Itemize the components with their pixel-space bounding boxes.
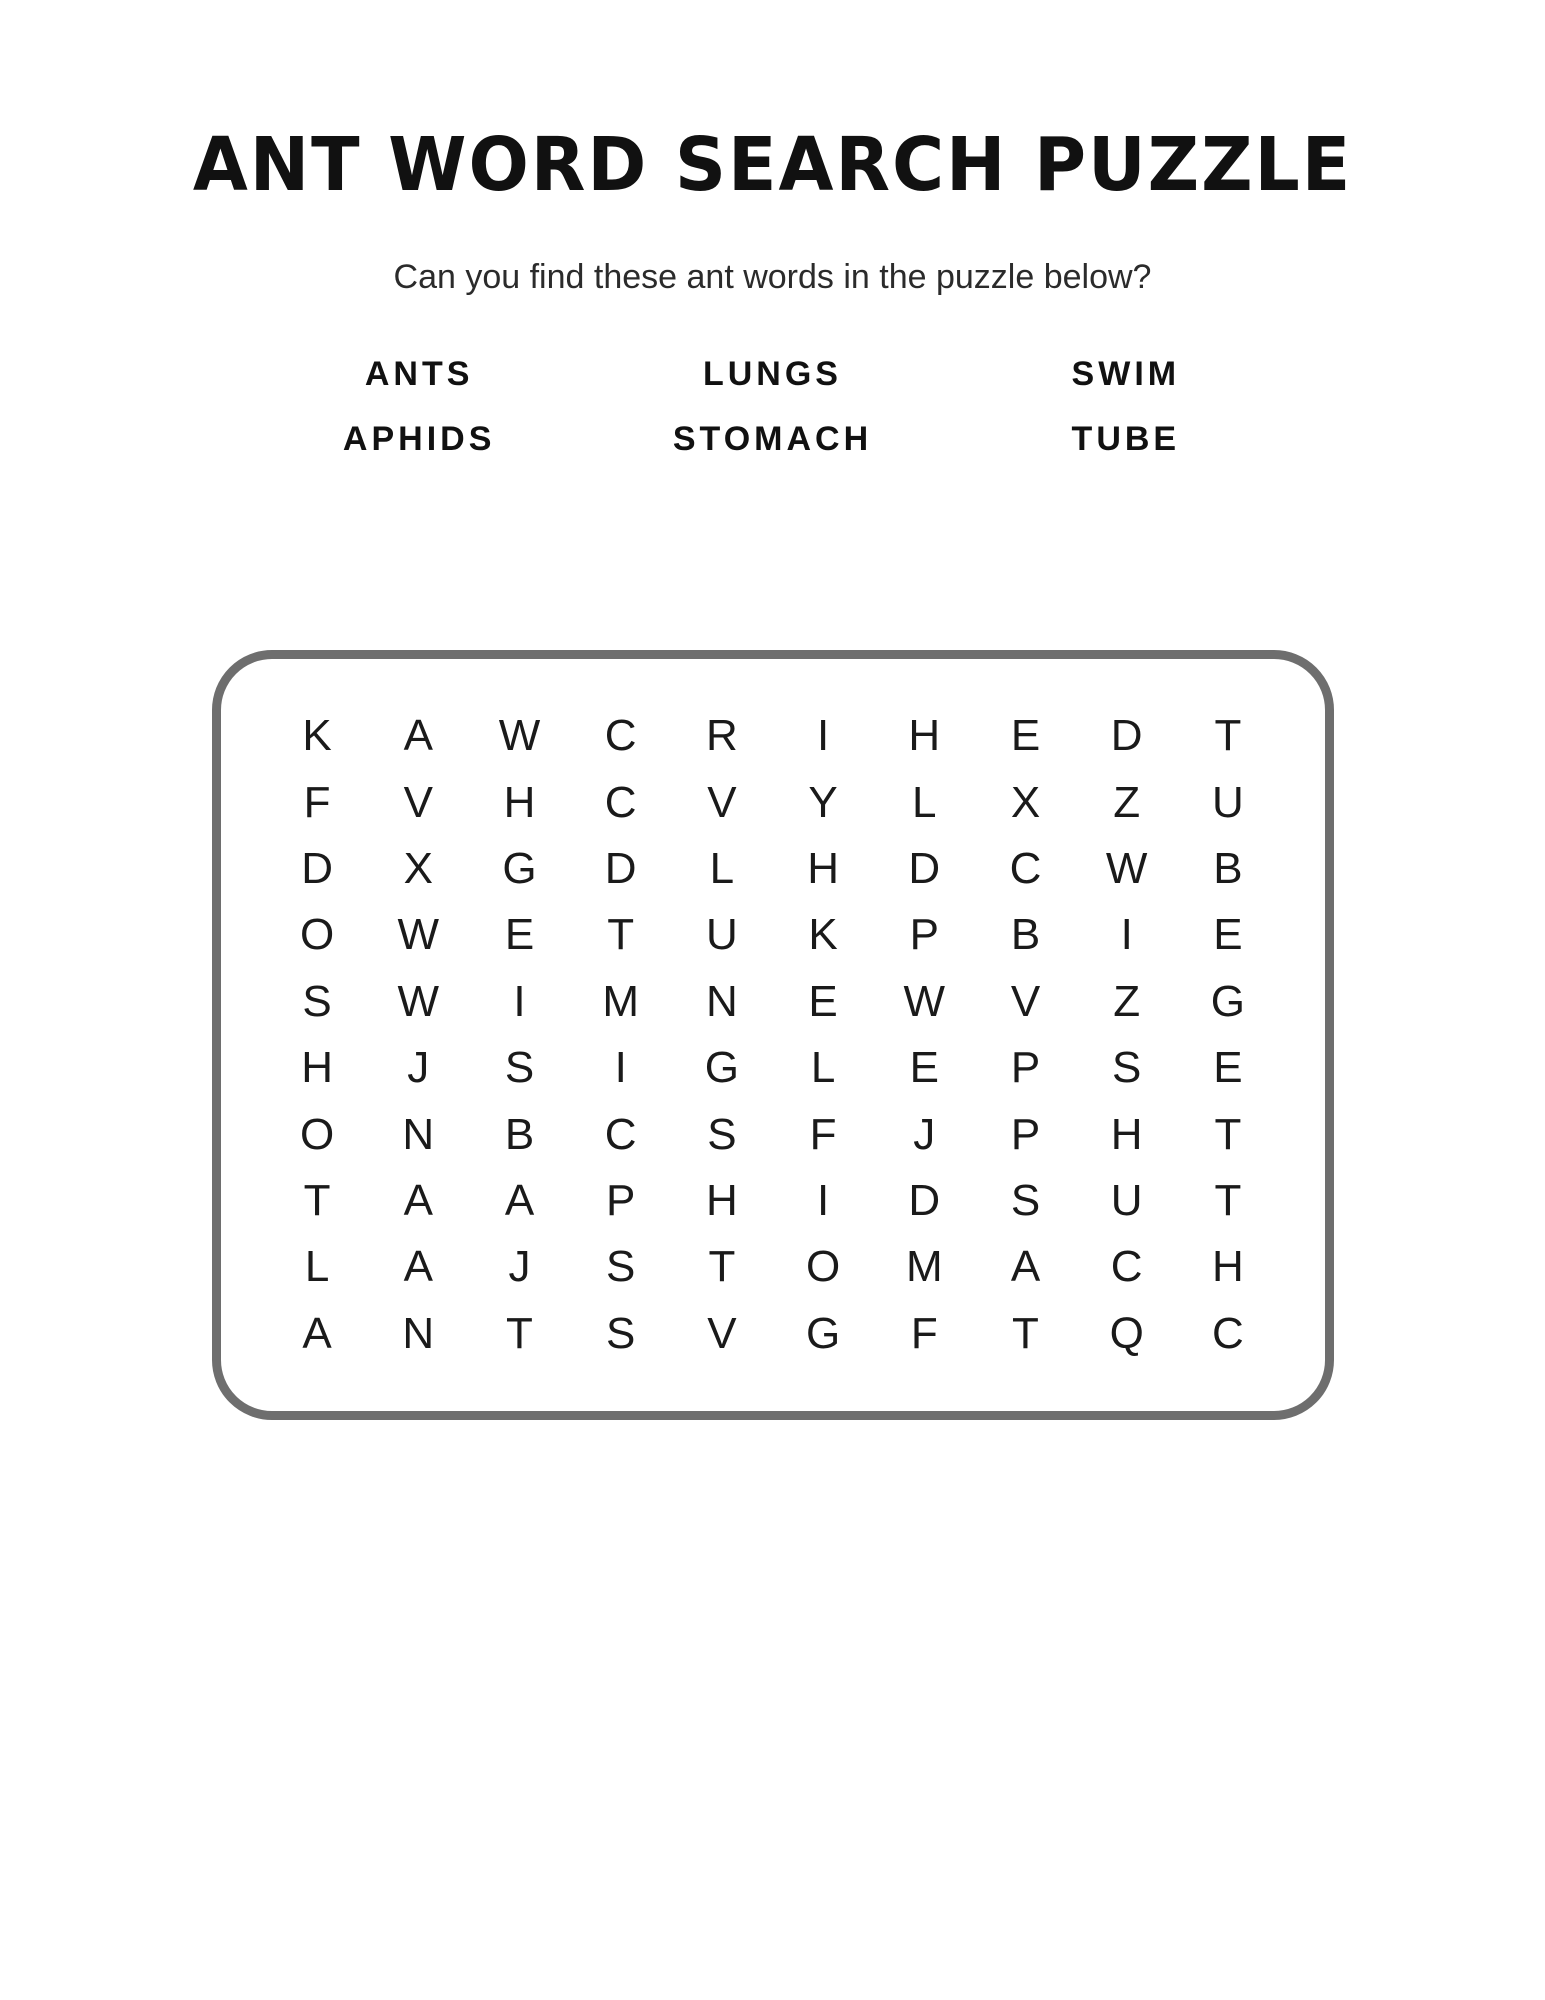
puzzle-cell[interactable]: T (1214, 711, 1242, 761)
puzzle-grid (221, 659, 1325, 1411)
puzzle-cell[interactable]: Z (1113, 777, 1141, 827)
puzzle-cell[interactable]: G (704, 1043, 739, 1093)
puzzle-cell[interactable]: C (1009, 843, 1042, 893)
puzzle-cell[interactable]: I (816, 1175, 830, 1225)
word-list-item: APHIDS (342, 420, 496, 458)
puzzle-cell[interactable]: E (808, 976, 838, 1026)
puzzle-cell[interactable]: L (912, 777, 937, 827)
puzzle-cell[interactable]: W (498, 711, 541, 761)
puzzle-cell[interactable]: C (604, 1109, 637, 1159)
puzzle-cell[interactable]: D (908, 1175, 941, 1225)
puzzle-cell[interactable]: I (614, 1043, 627, 1093)
puzzle-cell[interactable]: V (1010, 976, 1041, 1026)
puzzle-cell[interactable]: Q (1109, 1308, 1144, 1358)
puzzle-cell[interactable]: E (1213, 910, 1243, 960)
puzzle-cell[interactable]: S (606, 1308, 636, 1358)
puzzle-cell[interactable]: C (1212, 1308, 1244, 1358)
puzzle-cell[interactable]: Z (1113, 976, 1141, 1026)
puzzle-cell[interactable]: F (303, 777, 331, 827)
puzzle-cell[interactable]: A (403, 711, 433, 761)
puzzle-cell[interactable]: H (503, 777, 536, 827)
puzzle-cell[interactable]: A (504, 1175, 535, 1225)
puzzle-cell[interactable]: N (402, 1308, 435, 1358)
puzzle-cell[interactable]: J (913, 1109, 936, 1159)
puzzle-cell[interactable]: B (1010, 910, 1041, 960)
puzzle-cell[interactable]: S (1112, 1043, 1142, 1093)
puzzle-cell[interactable]: W (397, 976, 440, 1026)
word-list-item: TUBE (1071, 420, 1181, 458)
puzzle-cell[interactable]: C (604, 777, 637, 827)
puzzle-cell[interactable]: B (1213, 843, 1243, 893)
puzzle-cell[interactable]: O (805, 1242, 841, 1292)
puzzle-cell[interactable]: R (706, 711, 738, 761)
puzzle-cell[interactable]: L (304, 1242, 330, 1292)
puzzle-cell[interactable]: F (809, 1109, 837, 1159)
puzzle-cell[interactable]: W (397, 910, 440, 960)
puzzle-cell[interactable]: A (403, 1175, 433, 1225)
puzzle-cell[interactable]: L (709, 843, 735, 893)
page-title: ANT WORD SEARCH PUZZLE (192, 122, 1353, 208)
puzzle-cell[interactable]: K (808, 910, 838, 960)
puzzle-cell[interactable]: N (706, 976, 738, 1026)
puzzle-cell[interactable]: P (909, 910, 939, 960)
puzzle-cell[interactable]: F (910, 1308, 938, 1358)
puzzle-cell[interactable]: P (1010, 1109, 1041, 1159)
puzzle-cell[interactable]: S (707, 1109, 737, 1159)
puzzle-cell[interactable]: S (302, 976, 332, 1026)
puzzle-cell[interactable]: N (402, 1109, 435, 1159)
puzzle-cell[interactable]: G (502, 843, 537, 893)
puzzle-cell[interactable]: T (1214, 1109, 1242, 1159)
puzzle-cell[interactable]: X (1010, 777, 1041, 827)
puzzle-cell[interactable]: H (807, 843, 839, 893)
puzzle-cell[interactable]: V (707, 1308, 737, 1358)
puzzle-cell[interactable]: W (1105, 843, 1148, 893)
puzzle-cell[interactable]: H (301, 1043, 333, 1093)
word-list-item: SWIM (1071, 355, 1181, 393)
puzzle-cell[interactable]: P (606, 1175, 636, 1225)
puzzle-cell[interactable]: I (816, 711, 830, 761)
puzzle-cell[interactable]: H (908, 711, 941, 761)
puzzle-cell[interactable]: P (1010, 1043, 1041, 1093)
puzzle-cell[interactable]: V (707, 777, 737, 827)
puzzle-grid-container (212, 650, 1334, 1420)
puzzle-cell[interactable]: O (299, 1109, 335, 1159)
puzzle-cell[interactable]: O (299, 910, 335, 960)
puzzle-cell[interactable]: X (403, 843, 433, 893)
puzzle-cell[interactable]: S (1010, 1175, 1041, 1225)
puzzle-cell[interactable]: E (1213, 1043, 1243, 1093)
puzzle-cell[interactable]: T (1012, 1308, 1039, 1358)
page-subtitle: Can you find these ant words in the puzzle below? (393, 258, 1152, 296)
puzzle-cell[interactable]: D (604, 843, 637, 893)
puzzle-cell[interactable]: G (805, 1308, 841, 1358)
puzzle-cell[interactable]: E (909, 1043, 939, 1093)
puzzle-cell[interactable]: H (1212, 1242, 1244, 1292)
puzzle-cell[interactable]: E (1010, 711, 1041, 761)
puzzle-cell[interactable]: I (513, 976, 526, 1026)
puzzle-cell[interactable]: U (1212, 777, 1244, 827)
puzzle-cell[interactable]: A (302, 1308, 332, 1358)
puzzle-cell[interactable]: T (303, 1175, 331, 1225)
puzzle-cell[interactable]: D (301, 843, 333, 893)
puzzle-cell[interactable]: U (1110, 1175, 1143, 1225)
puzzle-cell[interactable]: A (1010, 1242, 1041, 1292)
puzzle-cell[interactable]: C (604, 711, 637, 761)
puzzle-cell[interactable]: T (708, 1242, 736, 1292)
puzzle-cell[interactable]: H (1110, 1109, 1143, 1159)
puzzle-cell[interactable]: M (602, 976, 640, 1026)
puzzle-cell[interactable]: K (302, 711, 332, 761)
puzzle-cell[interactable]: S (504, 1043, 535, 1093)
puzzle-cell[interactable]: I (1120, 910, 1133, 960)
puzzle-cell[interactable]: V (403, 777, 433, 827)
puzzle-cell[interactable]: T (607, 910, 635, 960)
puzzle-cell[interactable]: G (1210, 976, 1245, 1026)
puzzle-cell[interactable]: T (506, 1308, 533, 1358)
word-list (243, 297, 1303, 459)
puzzle-cell[interactable]: J (508, 1242, 531, 1292)
word-list-item: ANTS (364, 355, 474, 393)
word-list-item: STOMACH (672, 420, 873, 458)
puzzle-cell[interactable]: J (407, 1043, 430, 1093)
puzzle-cell[interactable]: H (706, 1175, 738, 1225)
puzzle-cell[interactable]: D (908, 843, 941, 893)
puzzle-cell[interactable]: U (706, 910, 738, 960)
puzzle-cell[interactable]: Y (808, 777, 838, 827)
puzzle-cell[interactable]: S (606, 1242, 636, 1292)
puzzle-cell[interactable]: C (1110, 1242, 1143, 1292)
word-list-item: LUNGS (702, 355, 842, 393)
puzzle-cell[interactable]: B (504, 1109, 535, 1159)
puzzle-cell[interactable]: A (403, 1242, 433, 1292)
puzzle-cell[interactable]: T (1214, 1175, 1242, 1225)
puzzle-cell[interactable]: M (905, 1242, 943, 1292)
puzzle-cell[interactable]: E (504, 910, 535, 960)
puzzle-cell[interactable]: L (810, 1043, 836, 1093)
puzzle-cell[interactable]: D (1110, 711, 1143, 761)
puzzle-cell[interactable]: W (903, 976, 946, 1026)
